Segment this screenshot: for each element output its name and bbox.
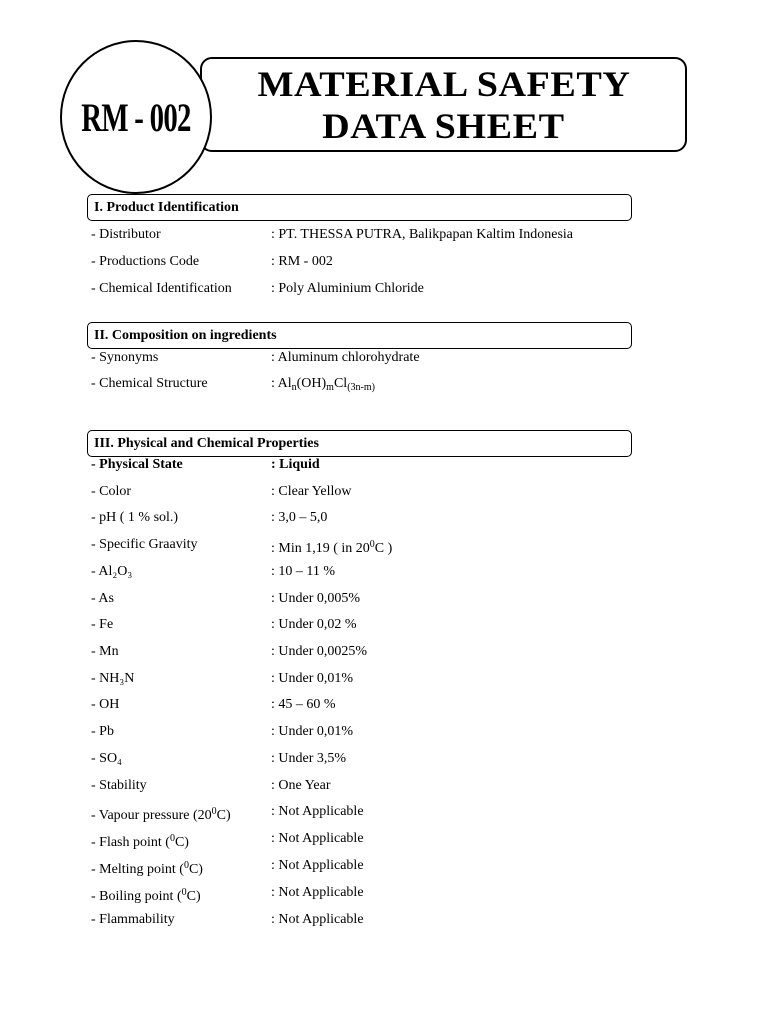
nh3n-label: - NH₃N (91, 671, 135, 686)
pb-label: - Pb (91, 724, 114, 739)
distributor-value: : PT. THESSA PUTRA, Balikpapan Kaltim Indonesia (271, 227, 574, 242)
chemical-identification-label: - Chemical Identification (91, 281, 232, 296)
as-value: : Under 0,005% (271, 591, 361, 606)
title-line-1: MATERIAL SAFETY (256, 63, 630, 104)
chemical-structure-label: - Chemical Structure (91, 376, 208, 391)
fe-value: : Under 0,02 % (271, 617, 357, 632)
oh-label: - OH (91, 697, 120, 712)
physical-state-label: - Physical State (91, 457, 183, 472)
melting-point-value: : Not Applicable (271, 858, 364, 873)
fe-label: - Fe (91, 617, 114, 632)
flash-point-value: : Not Applicable (271, 831, 364, 846)
mn-value: : Under 0,0025% (271, 644, 368, 659)
product-code-badge (60, 40, 212, 194)
color-label: - Color (91, 484, 132, 499)
section-composition-heading: II. Composition on ingredients (87, 322, 632, 349)
flash-point-label: - Flash point ($^0$C) (91, 833, 189, 850)
chemical-structure-value: : $Al_n(OH)_mCl_{(3n-m)}$ (271, 376, 375, 393)
section-product-identification-heading: I. Product Identification (87, 194, 632, 221)
stability-value: : One Year (271, 778, 331, 793)
flammability-value: : Not Applicable (271, 912, 364, 927)
vapour-pressure-value: : Not Applicable (271, 804, 364, 819)
boiling-point-label: - Boiling point ($^0$C) (91, 887, 201, 904)
productions-code-label: - Productions Code (91, 254, 200, 269)
productions-code-value: : RM - 002 (271, 254, 333, 269)
specific-gravity-label: - Specific Graavity (91, 537, 198, 552)
flammability-label: - Flammability (91, 912, 175, 927)
synonyms-label: - Synonyms (91, 350, 159, 365)
stability-label: - Stability (91, 778, 147, 793)
melting-point-label: - Melting point ($^0$C) (91, 860, 203, 877)
al2o3-label: - Al₂O₃ (91, 564, 133, 579)
chemical-identification-value: : Poly Aluminium Chloride (271, 281, 424, 296)
vapour-pressure-label: - Vapour pressure $(20^0C)$ (91, 806, 231, 823)
distributor-label: - Distributor (91, 227, 161, 242)
oh-value: : 45 – 60 % (271, 697, 336, 712)
title-box (200, 57, 687, 152)
product-code: RM - 002 (81, 94, 191, 140)
color-value: : Clear Yellow (271, 484, 352, 499)
title-line-2: DATA SHEET (322, 105, 565, 146)
as-label: - As (91, 591, 114, 606)
physical-state-value: : Liquid (271, 457, 320, 472)
boiling-point-value: : Not Applicable (271, 885, 364, 900)
nh3n-value: : Under 0,01% (271, 671, 354, 686)
al2o3-value: : 10 – 11 % (271, 564, 336, 579)
mn-label: - Mn (91, 644, 119, 659)
ph-value: : 3,0 – 5,0 (271, 510, 328, 525)
so4-value: : Under 3,5% (271, 751, 347, 766)
section-properties-heading: III. Physical and Chemical Properties (87, 430, 632, 457)
synonyms-value: : Aluminum chlorohydrate (271, 350, 420, 365)
ph-label: - pH ( 1 % sol.) (91, 510, 179, 525)
specific-gravity-value: : Min 1,19 ( in $20^0C$ ) (271, 539, 393, 556)
pb-value: : Under 0,01% (271, 724, 354, 739)
so4-label: - SO₄ (91, 751, 122, 766)
